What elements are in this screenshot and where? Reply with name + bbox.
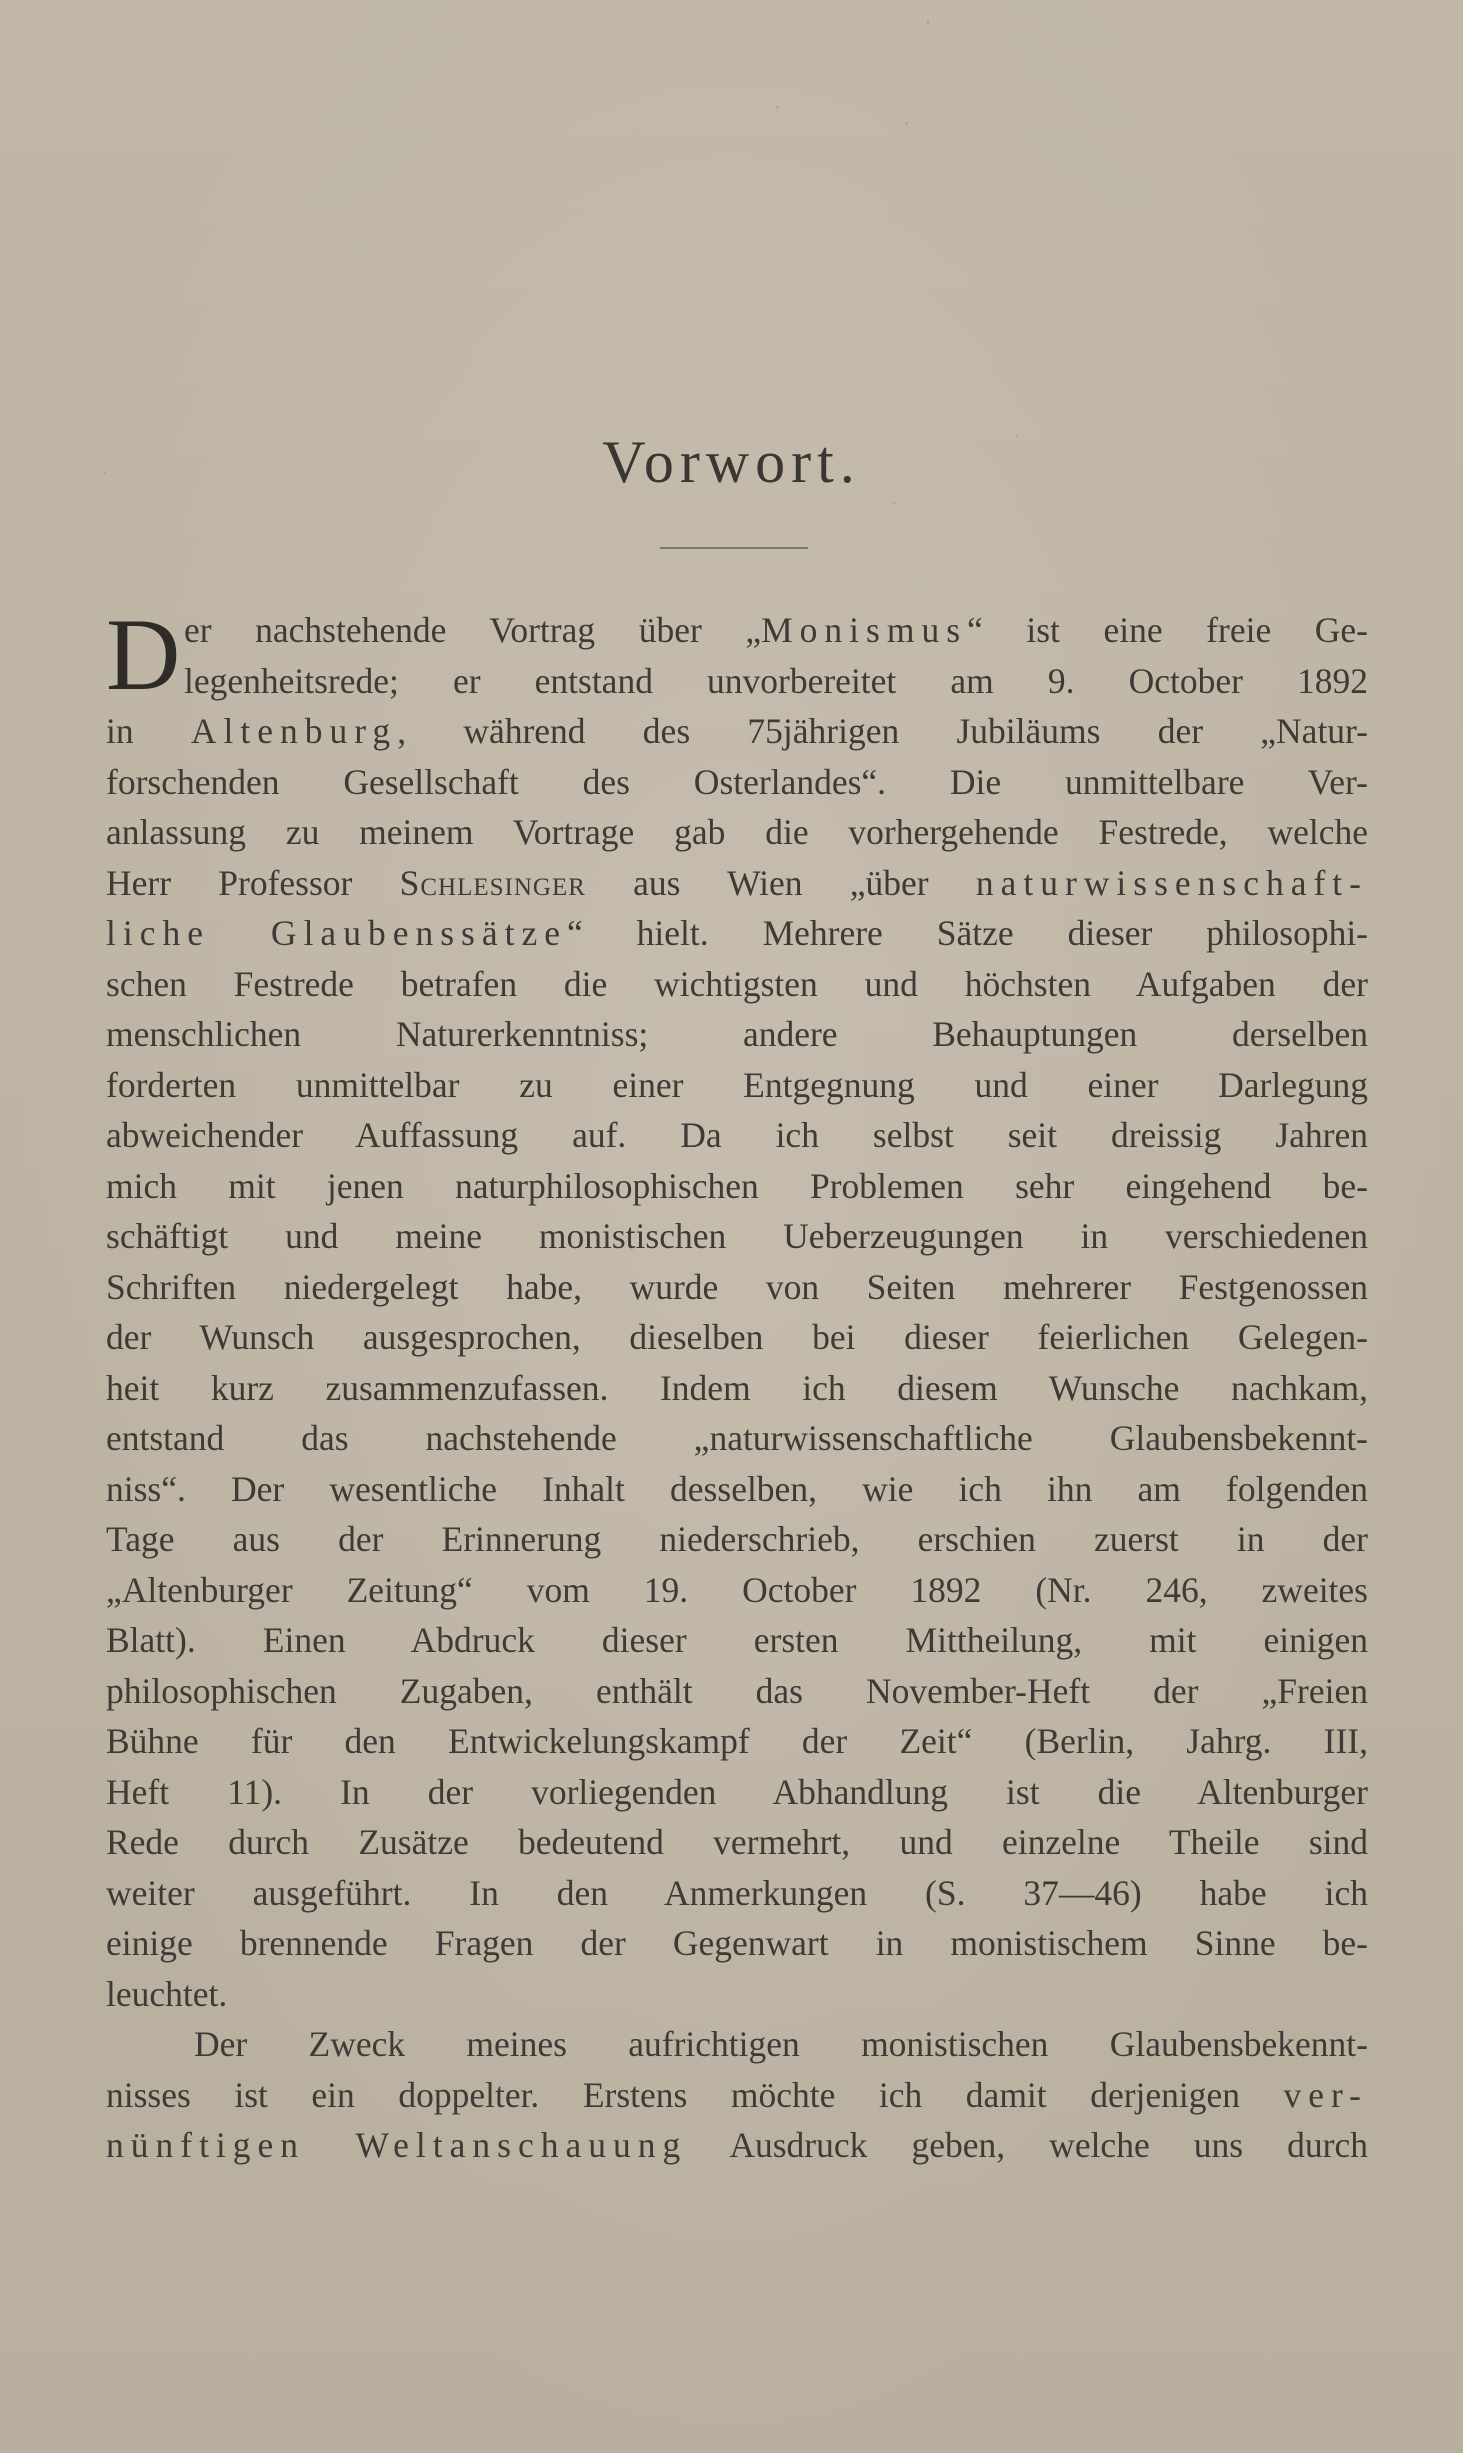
text-run: Tage aus der Erinnerung niederschrieb, erschien zuerst in der (106, 1519, 1368, 1559)
spaced-emphasis: Altenburg (190, 711, 398, 751)
paper-speck (927, 20, 929, 24)
text-line (106, 1514, 1368, 1565)
text-run: heit kurz zusammenzufassen. Indem ich diesem Wunsche nachkam, (106, 1367, 1368, 1408)
text-line (106, 959, 1368, 1010)
text-run: er nachstehende Vortrag über „ (184, 610, 762, 650)
paper-speck (776, 106, 779, 109)
text-line (106, 605, 1368, 656)
text-line (106, 1464, 1368, 1515)
text-line (106, 1363, 1368, 1414)
text-run: “ hielt. Mehrere Sätze dieser philosophi- (566, 913, 1368, 953)
text-line (106, 1312, 1368, 1363)
text-run: abweichender Auffassung auf. Da ich selbst seit dreissig Jahren (106, 1115, 1368, 1155)
text-run: menschlichen Naturerkenntniss; andere Behauptungen derselben (106, 1014, 1368, 1054)
text-run: Rede durch Zusätze bedeutend vermehrt, und einzelne Theile sind (106, 1822, 1368, 1862)
text-line (106, 1969, 1368, 2020)
page-heading: Vorwort. (602, 429, 861, 495)
text-line (106, 656, 1368, 707)
spaced-emphasis: ver- (1283, 2074, 1368, 2115)
text-run: Heft 11). In der vorliegenden Abhandlung ist die Altenburger (106, 1771, 1368, 1812)
text-run: entstand das nachstehende „naturwissenschaftliche Glaubensbekennt- (106, 1418, 1368, 1458)
text-run: weiter ausgeführt. In den Anmerkungen (S. 37—46) habe ich (106, 1872, 1368, 1913)
text-line (106, 908, 1368, 959)
text-run: , während des 75jährigen Jubiläums der „Natur- (397, 711, 1368, 751)
text-run: schäftigt und meine monistischen Ueberzeugungen in verschiedenen (106, 1216, 1368, 1256)
text-run: Der Zweck meines aufrichtigen monistischen Glaubensbekennt- (194, 2024, 1368, 2064)
heading-rule (660, 547, 808, 549)
text-run: der Wunsch ausgesprochen, dieselben bei dieser feierlichen Gelegen- (106, 1317, 1368, 1357)
text-run: „Altenburger Zeitung“ vom 19. October 1892 (Nr. 246, zweites (106, 1569, 1368, 1610)
text-run: mich mit jenen naturphilosophischen Problemen sehr eingehend be- (106, 1165, 1368, 1206)
text-run: legenheitsrede; er entstand unvorbereitet am 9. October 1892 (184, 660, 1368, 701)
text-line (106, 1666, 1368, 1717)
spaced-emphasis: naturwissenschaft- (975, 862, 1368, 903)
paper-speck (905, 122, 908, 125)
text-line (106, 1716, 1368, 1767)
text-run: einige brennende Fragen der Gegenwart in monistischem Sinne be- (106, 1923, 1368, 1963)
text-run: Ausdruck geben, welche uns durch (687, 2125, 1368, 2165)
text-line (106, 1211, 1368, 1262)
text-run: niss“. Der wesentliche Inhalt desselben, wie ich ihn am folgenden (106, 1468, 1368, 1509)
text-line (106, 1413, 1368, 1464)
text-run: Blatt). Einen Abdruck dieser ersten Mittheilung, mit einigen (106, 1620, 1368, 1660)
text-line (106, 858, 1368, 909)
text-line (106, 706, 1368, 757)
text-line (106, 1918, 1368, 1969)
spaced-emphasis: Monismus (761, 610, 968, 650)
text-line (106, 2070, 1368, 2121)
text-line (106, 807, 1368, 858)
text-run: aus Wien „über (585, 862, 976, 903)
paper-speck (893, 502, 896, 504)
paper-speck (1016, 434, 1018, 437)
text-line (106, 1009, 1368, 1060)
text-line (106, 1060, 1368, 1111)
spaced-emphasis: nünftigen Weltanschauung (106, 2125, 688, 2165)
spaced-emphasis: liche Glaubenssätze (106, 913, 567, 953)
text-run: schen Festrede betrafen die wichtigsten und höchsten Aufgaben der (106, 963, 1368, 1004)
smallcaps-name: Schlesinger (399, 862, 586, 903)
text-run: anlassung zu meinem Vortrage gab die vorhergehende Festrede, welche (106, 812, 1368, 852)
text-line (106, 2120, 1368, 2171)
text-run: nisses ist ein doppelter. Erstens möchte ich damit derjenigen (106, 2074, 1284, 2115)
text-line (106, 1262, 1368, 1313)
text-line (106, 1565, 1368, 1616)
text-run: forderten unmittelbar zu einer Entgegnung und einer Darlegung (106, 1064, 1368, 1105)
text-line (106, 757, 1368, 808)
text-line (106, 1868, 1368, 1919)
text-run: Herr Professor (106, 862, 400, 903)
text-line (106, 1615, 1368, 1666)
text-line (106, 1110, 1368, 1161)
text-run: forschenden Gesellschaft des Osterlandes“. Die unmittelbare Ver- (106, 761, 1368, 802)
drop-cap: D (106, 598, 181, 712)
text-run: Schriften niedergelegt habe, wurde von Seiten mehrerer Festgenossen (106, 1266, 1368, 1307)
paragraph-2 (106, 2019, 1368, 2171)
text-run: leuchtet. (106, 1973, 228, 2014)
paragraph-1 (106, 598, 1368, 2019)
text-line (106, 1817, 1368, 1868)
paper-speck (104, 472, 106, 474)
text-line (106, 2019, 1368, 2070)
text-run: Bühne für den Entwickelungskampf der Zeit“ (Berlin, Jahrg. III, (106, 1721, 1368, 1761)
text-line (106, 1767, 1368, 1818)
text-run: “ ist eine freie Ge- (967, 610, 1368, 650)
text-run: in (106, 711, 191, 751)
text-run: philosophischen Zugaben, enthält das November-Heft der „Freien (106, 1670, 1368, 1711)
body-text (106, 598, 1368, 2171)
text-line (106, 1161, 1368, 1212)
